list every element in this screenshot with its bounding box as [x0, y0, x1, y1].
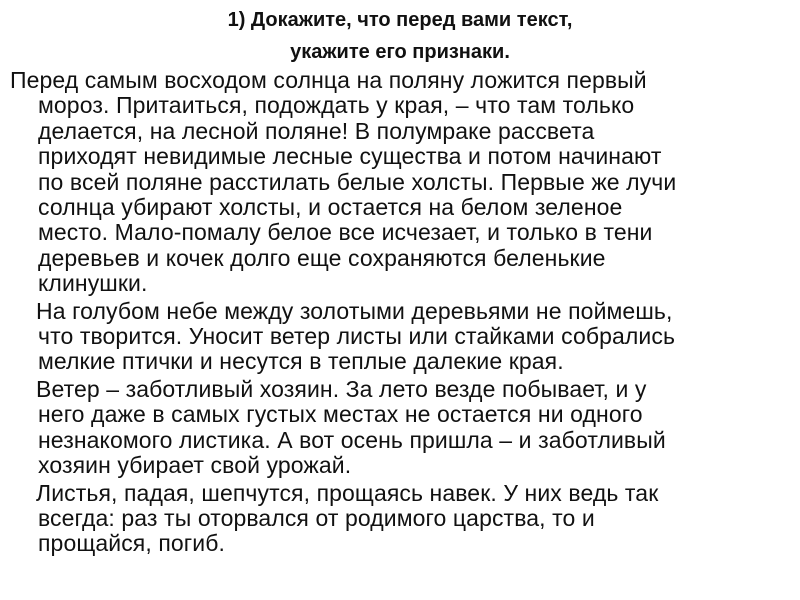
text-line: что творится. Уносит ветер листы или стайками собрались [38, 323, 676, 350]
text-line: Перед самым восходом солнца на поляну ложится первый [10, 67, 647, 93]
paragraph-2 [0, 299, 800, 375]
text-line: солнца убирают холсты, и остается на белом зеленое [38, 194, 623, 221]
text-line: делается, на лесной поляне! В полумраке рассвета [38, 117, 595, 144]
text-line: Листья, падая, шепчутся, прощаясь навек. У них ведь так [36, 479, 659, 506]
text-line: место. Мало-помалу белое все исчезает, и только в тени [38, 219, 653, 246]
title-line-1: 1) Докажите, что перед вами текст, [227, 9, 573, 31]
paragraph-1 [0, 68, 800, 297]
title-line-2: укажите его признаки. [290, 41, 510, 63]
text-line: деревьев и кочек долго еще сохраняются беленькие [38, 244, 606, 271]
text-line: хозяин убирает свой урожай. [38, 452, 352, 479]
text-line: клинушки. [38, 270, 148, 297]
text-line: На голубом небе между золотыми деревьями не поймешь, [36, 297, 673, 324]
text-line: прощайся, погиб. [38, 530, 225, 557]
paragraph-3 [0, 377, 800, 479]
text-line: мороз. Притаиться, подождать у края, – что там только [38, 92, 635, 119]
body-text [0, 68, 800, 557]
text-line: Ветер – заботливый хозяин. За лето везде побывает, и у [36, 375, 647, 402]
text-line: мелкие птички и несутся в теплые далекие края. [38, 348, 564, 375]
text-line: незнакомого листика. А вот осень пришла – и заботливый [38, 426, 666, 453]
paragraph-4 [0, 481, 800, 557]
text-line: по всей поляне расстилать белые холсты. Первые же лучи [38, 168, 677, 195]
text-line: приходят невидимые лесные существа и потом начинают [38, 143, 662, 170]
text-line: всегда: раз ты оторвался от родимого царства, то и [38, 504, 595, 531]
text-line: него даже в самых густых местах не остается ни одного [38, 401, 643, 428]
